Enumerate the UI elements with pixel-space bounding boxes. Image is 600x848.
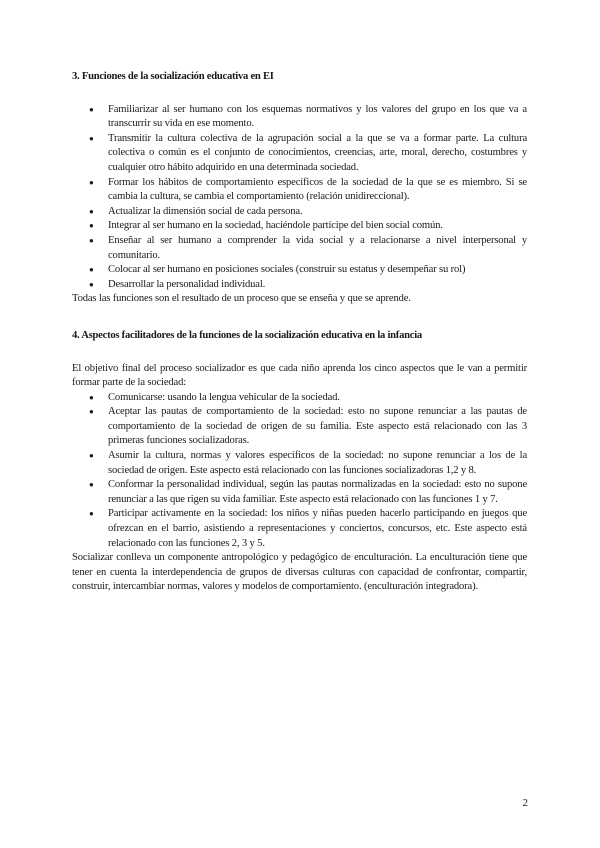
section-4-intro: El objetivo final del proceso socializador es que cada niño aprenda los cinco aspectos que le van a permitir formar parte de la sociedad: bbox=[72, 362, 527, 389]
list-item-text: Asumir la cultura, normas y valores específicos de la sociedad: no supone renunciar a los de la sociedad de origen. Este aspecto está relacionado con las funciones socializadoras 1,2 y 8. bbox=[108, 450, 527, 476]
list-item bbox=[72, 449, 527, 478]
list-item bbox=[72, 176, 527, 205]
bullet-icon: ● bbox=[89, 480, 94, 490]
spacer bbox=[72, 85, 527, 103]
bullet-icon: ● bbox=[89, 451, 94, 461]
section-3-closing: Todas las funciones son el resultado de un proceso que se enseña y que se aprende. bbox=[72, 293, 411, 305]
bullet-icon: ● bbox=[89, 407, 94, 417]
list-item bbox=[72, 391, 527, 406]
list-item-text: Participar activamente en la sociedad: los niños y niñas pueden hacerlo participando en juegos que ofrezcan en el barrio, asistiendo a representaciones y conciertos, concursos, etc. Este aspecto está relacionado con las funciones 2, 3 y 5. bbox=[108, 508, 527, 549]
section-4-heading: 4. Aspectos facilitadores de la funciones de la socialización educativa en la infancia bbox=[72, 329, 422, 341]
list-item bbox=[72, 132, 527, 176]
list-item bbox=[72, 205, 527, 220]
list-item-text: Familiarizar al ser humano con los esquemas normativos y los valores del grupo en los que va a transcurrir su vida en ese momento. bbox=[108, 103, 527, 130]
list-item-text: Enseñar al ser humano a comprender la vida social y a relacionarse a nivel interpersonal y comunitario. bbox=[108, 234, 527, 261]
spacer bbox=[72, 307, 527, 329]
bullet-icon: ● bbox=[89, 104, 94, 114]
section-3-bullet-list bbox=[72, 103, 527, 293]
list-item-text: Colocar al ser humano en posiciones sociales (construir su estatus y desempeñar su rol) bbox=[108, 264, 466, 276]
list-item bbox=[72, 103, 527, 132]
bullet-icon: ● bbox=[89, 177, 94, 187]
list-item-text: Transmitir la cultura colectiva de la agrupación social a la que se va a formar parte. La cultura colectiva o común es el conjunto de conocimientos, creencias, arte, moral, derecho, costumbres y cualquier otro hábito adquirido en una determinada sociedad. bbox=[108, 132, 527, 173]
bullet-icon: ● bbox=[89, 206, 94, 216]
list-item bbox=[72, 405, 527, 449]
list-item-text: Aceptar las pautas de comportamiento de la sociedad: esto no supone renunciar a las pautas de comportamiento de la sociedad de origen de su familia. Este aspecto está relacionado con las 3 primeras funciones socializadoras. bbox=[108, 406, 527, 447]
section-4-closing: Socializar conlleva un componente antropológico y pedagógico de enculturación. La enculturación tiene que tener en cuenta la interdependencia de grupos de diversas culturas con capacidad de confrontar, compartir, construir, intercambiar normas, valores y modelos de comportamiento. (enculturación integradora). bbox=[72, 552, 527, 593]
list-item bbox=[72, 507, 527, 551]
bullet-icon: ● bbox=[89, 509, 94, 519]
bullet-icon: ● bbox=[89, 279, 94, 289]
spacer bbox=[72, 344, 527, 362]
document-page bbox=[72, 70, 527, 595]
list-item bbox=[72, 219, 527, 234]
page-number: 2 bbox=[522, 797, 528, 809]
list-item-text: Integrar al ser humano en la sociedad, haciéndole partícipe del bien social común. bbox=[108, 220, 443, 232]
list-item bbox=[72, 263, 527, 278]
list-item bbox=[72, 278, 527, 293]
list-item-text: Desarrollar la personalidad individual. bbox=[108, 278, 266, 290]
list-item-text: Comunicarse: usando la lengua vehicular de la sociedad. bbox=[108, 391, 340, 403]
list-item bbox=[72, 478, 527, 507]
bullet-icon: ● bbox=[89, 392, 94, 402]
bullet-icon: ● bbox=[89, 235, 94, 245]
list-item-text: Formar los hábitos de comportamiento específicos de la sociedad de la que se es miembro. Si se cambia la cultura, se cambia el comportamiento (relación unidireccional). bbox=[108, 176, 527, 203]
list-item bbox=[72, 234, 527, 263]
section-4-bullet-list bbox=[72, 391, 527, 552]
bullet-icon: ● bbox=[89, 133, 94, 143]
bullet-icon: ● bbox=[89, 265, 94, 275]
list-item-text: Conformar la personalidad individual, según las pautas normalizadas en la sociedad: esto no supone renunciar a las que rigen su vida familiar. Este aspecto está relacionado con las funciones 1 y 7. bbox=[108, 479, 527, 505]
list-item-text: Actualizar la dimensión social de cada persona. bbox=[108, 205, 303, 217]
section-3-heading: 3. Funciones de la socialización educativa en EI bbox=[72, 71, 274, 82]
bullet-icon: ● bbox=[89, 221, 94, 231]
